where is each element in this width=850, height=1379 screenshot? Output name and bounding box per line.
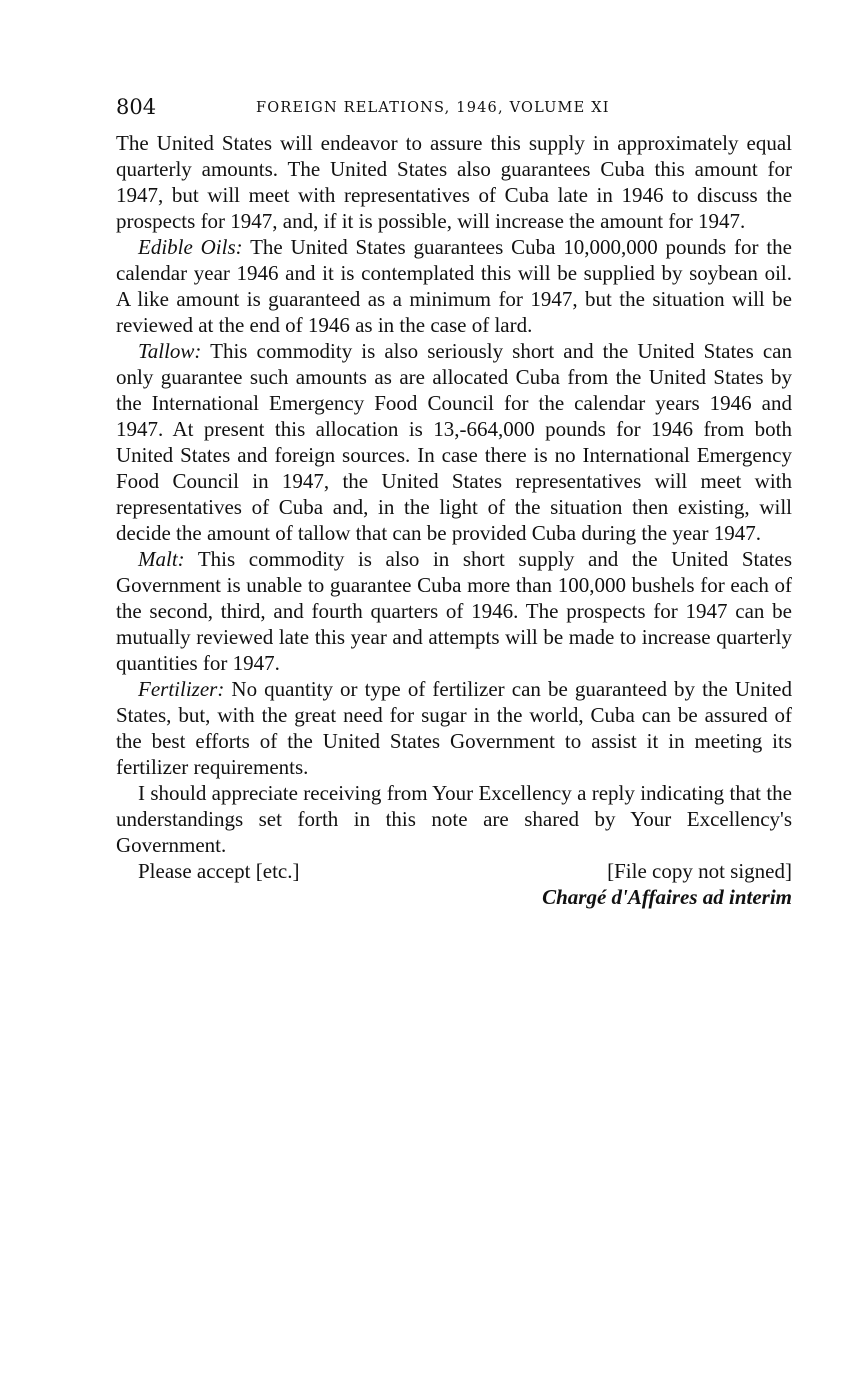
paragraph-tallow bbox=[116, 338, 792, 546]
paragraph-text: No quantity or type of fertilizer can be guaranteed by the United States, but, with the great need for sugar in the world, Cuba can be assured of the best efforts of the United States Government to assist it in meeting its fertilizer requirements. bbox=[116, 677, 792, 779]
page-number: 804 bbox=[116, 95, 157, 119]
closing-salutation: Please accept [etc.] bbox=[138, 859, 300, 883]
paragraph-fertilizer bbox=[116, 676, 792, 780]
paragraph-lead: Malt: bbox=[138, 547, 185, 571]
paragraph-continuation bbox=[116, 130, 792, 234]
paragraph-text: This commodity is also seriously short and the United States can only guarantee such amounts as are allocated Cuba from the United States by the International Emergency Food Council for the calendar years 1946 and 1947. At present this allocation is 13,-664,000 pounds for 1946 from both United States and foreign sources. In case there is no International Emergency Food Council in 1947, the United States representatives will meet with representatives of Cuba and, in the light of the situation then existing, will decide the amount of tallow that can be provided Cuba during the year 1947. bbox=[116, 339, 792, 545]
paragraph-edible-oils bbox=[116, 234, 792, 338]
paragraph-malt bbox=[116, 546, 792, 676]
document-body bbox=[116, 130, 792, 858]
paragraph-text: The United States guarantees Cuba 10,000,000 pounds for the calendar year 1946 and it is contemplated this will be supplied by soybean oil. A like amount is guaranteed as a minimum for 1947, but the situation will be reviewed at the end of 1946 as in the case of lard. bbox=[116, 235, 792, 337]
paragraph-lead: Edible Oils: bbox=[138, 235, 243, 259]
file-copy-note: [File copy not signed] bbox=[607, 859, 792, 883]
paragraph-text: This commodity is also in short supply and the United States Government is unable to guarantee Cuba more than 100,000 bushels for each of the second, third, and fourth quarters of 1946. The prospects for 1947 can be mutually reviewed late this year and attempts will be made to increase quarterly quantities for 1947. bbox=[116, 547, 792, 675]
page-header bbox=[116, 92, 792, 122]
signature-title: Chargé d'Affaires ad interim bbox=[542, 885, 792, 909]
paragraph-lead: Fertilizer: bbox=[138, 677, 225, 701]
paragraph-text: The United States will endeavor to assure this supply in approximately equal quarterly amounts. The United States also guarantees Cuba this amount for 1947, but will meet with representatives of Cuba late in 1946 to discuss the prospects for 1947, and, if it is possible, will increase the amount for 1947. bbox=[116, 131, 792, 233]
running-head: FOREIGN RELATIONS, 1946, VOLUME XI bbox=[256, 100, 610, 116]
paragraph-text: I should appreciate receiving from Your Excellency a reply indicating that the understandings set forth in this note are shared by Your Excellency's Government. bbox=[116, 781, 792, 857]
document-page bbox=[116, 92, 792, 910]
paragraph-request-reply bbox=[116, 780, 792, 858]
closing-line bbox=[116, 858, 792, 884]
paragraph-lead: Tallow: bbox=[138, 339, 202, 363]
